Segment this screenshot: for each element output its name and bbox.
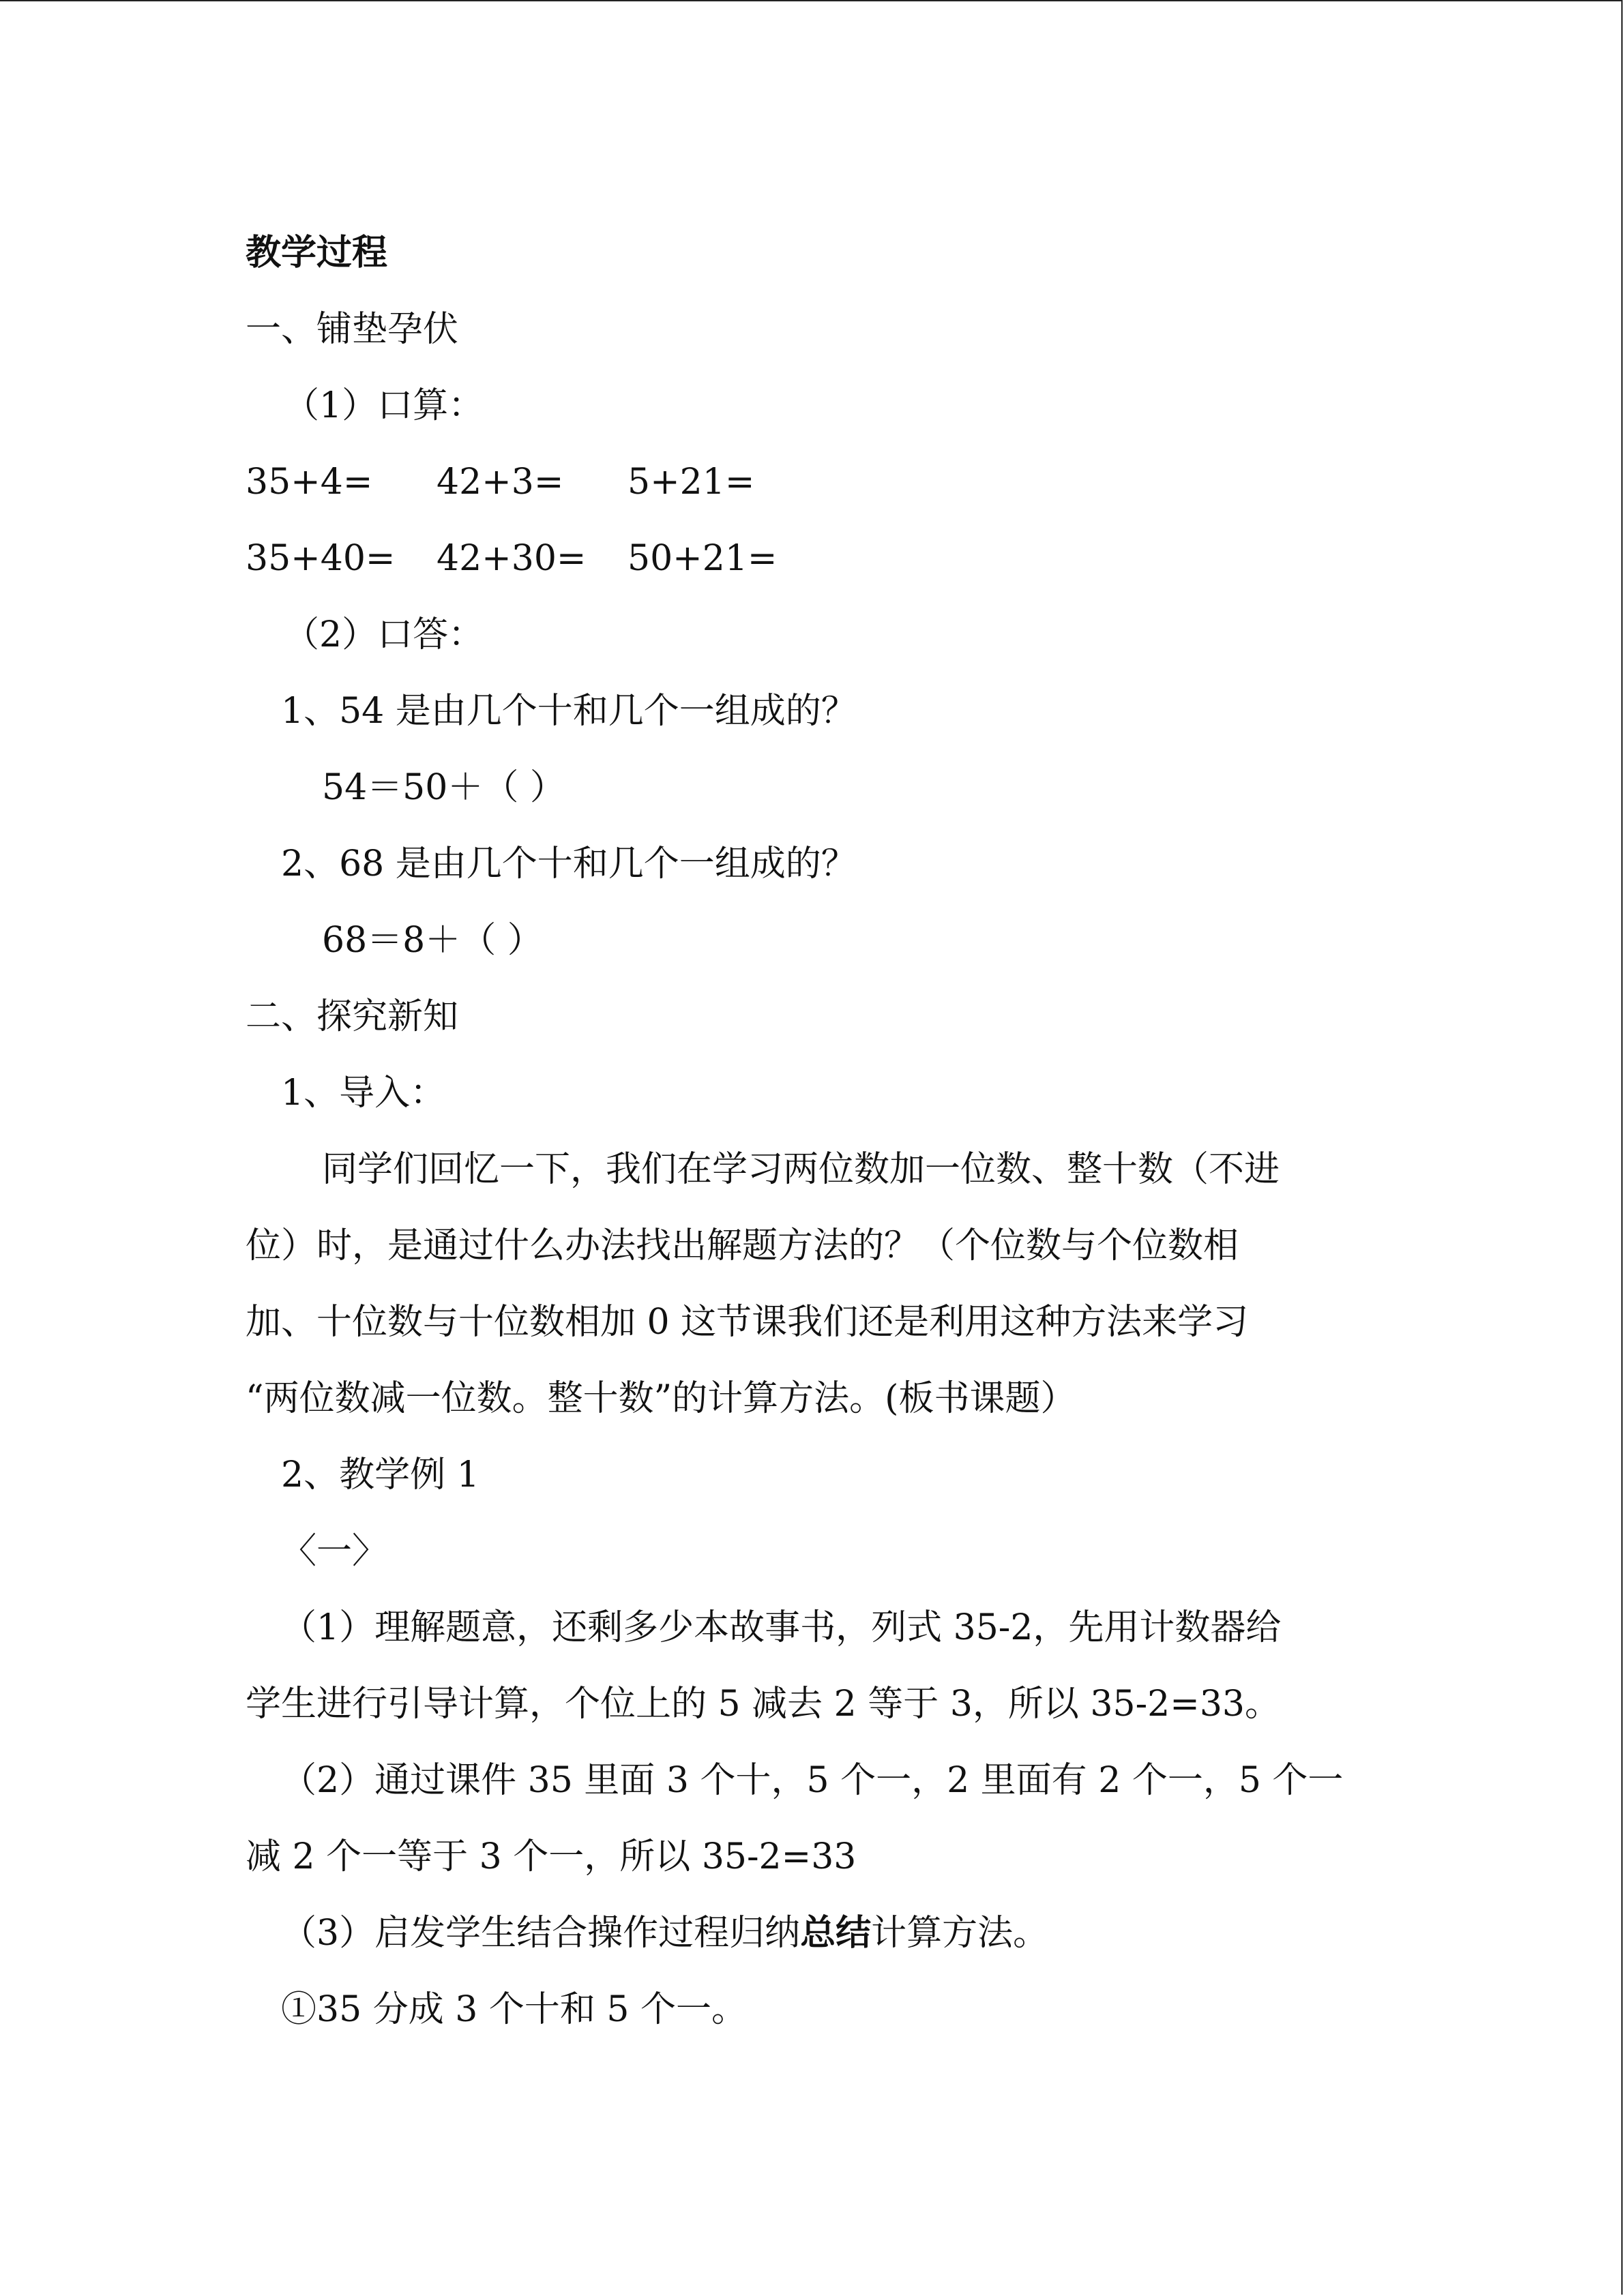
step3-text-post: 计算方法。 xyxy=(871,1913,1049,1954)
oral-calc-item: 5+21= xyxy=(628,462,755,503)
step3-line xyxy=(246,1895,1378,1971)
question-1: 1、54 是由几个十和几个一组成的？ xyxy=(281,691,857,732)
oral-calc-item: 50+21= xyxy=(628,538,778,579)
oral-calc-item: 35+4= xyxy=(246,462,373,503)
example-label: 2、教学例 1 xyxy=(281,1455,479,1495)
oral-calc-item: 35+40= xyxy=(246,538,396,579)
question-1-equation: 54＝50＋（ ） xyxy=(322,767,565,808)
step3-text-bold: 总结 xyxy=(800,1912,872,1954)
intro-label: 1、导入： xyxy=(281,1073,446,1114)
question-2: 2、68 是由几个十和几个一组成的？ xyxy=(281,844,857,884)
oral-calc-row-1 xyxy=(246,444,1378,520)
step2-line-1: （2）通过课件 35 里面 3 个十，5 个一，2 里面有 2 个一，5 个一 xyxy=(281,1760,1344,1801)
step1-line-1: （1）理解题意，还剩多少本故事书，列式 35-2，先用计数器给 xyxy=(281,1607,1282,1648)
document-body xyxy=(246,215,1378,2048)
section2-heading: 二、探究新知 xyxy=(246,996,459,1037)
question-2-equation: 68＝8＋（ ） xyxy=(322,920,543,961)
intro-line-4: “两位数减一位数。整十数”的计算方法。(板书课题） xyxy=(246,1378,1076,1419)
step3-text-pre: （3）启发学生结合操作过程归纳 xyxy=(281,1913,801,1954)
step1-line-2: 学生进行引导计算，个位上的 5 减去 2 等于 3，所以 35-2=33。 xyxy=(246,1684,1280,1725)
intro-line-1: 同学们回忆一下，我们在学习两位数加一位数、整十数（不进 xyxy=(322,1149,1280,1190)
page-title: 教学过程 xyxy=(246,232,388,273)
oral-calc-row-2 xyxy=(246,520,1378,597)
oral-calc-label: （1）口算： xyxy=(284,385,484,426)
sub-label: 〈一〉 xyxy=(281,1531,388,1572)
oral-calc-item: 42+3= xyxy=(437,462,564,503)
oral-answer-label: （2）口答： xyxy=(284,614,484,655)
step3-item-1: ①35 分成 3 个十和 5 个一。 xyxy=(281,1989,747,2030)
section1-heading: 一、铺垫孕伏 xyxy=(246,309,459,350)
oral-calc-item: 42+30= xyxy=(437,538,587,579)
step2-line-2: 减 2 个一等于 3 个一，所以 35-2=33 xyxy=(246,1836,857,1877)
intro-line-2: 位）时，是通过什么办法找出解题方法的？（个位数与个位数相 xyxy=(246,1225,1239,1266)
intro-line-3: 加、十位数与十位数相加 0 这节课我们还是利用这种方法来学习 xyxy=(246,1302,1249,1343)
